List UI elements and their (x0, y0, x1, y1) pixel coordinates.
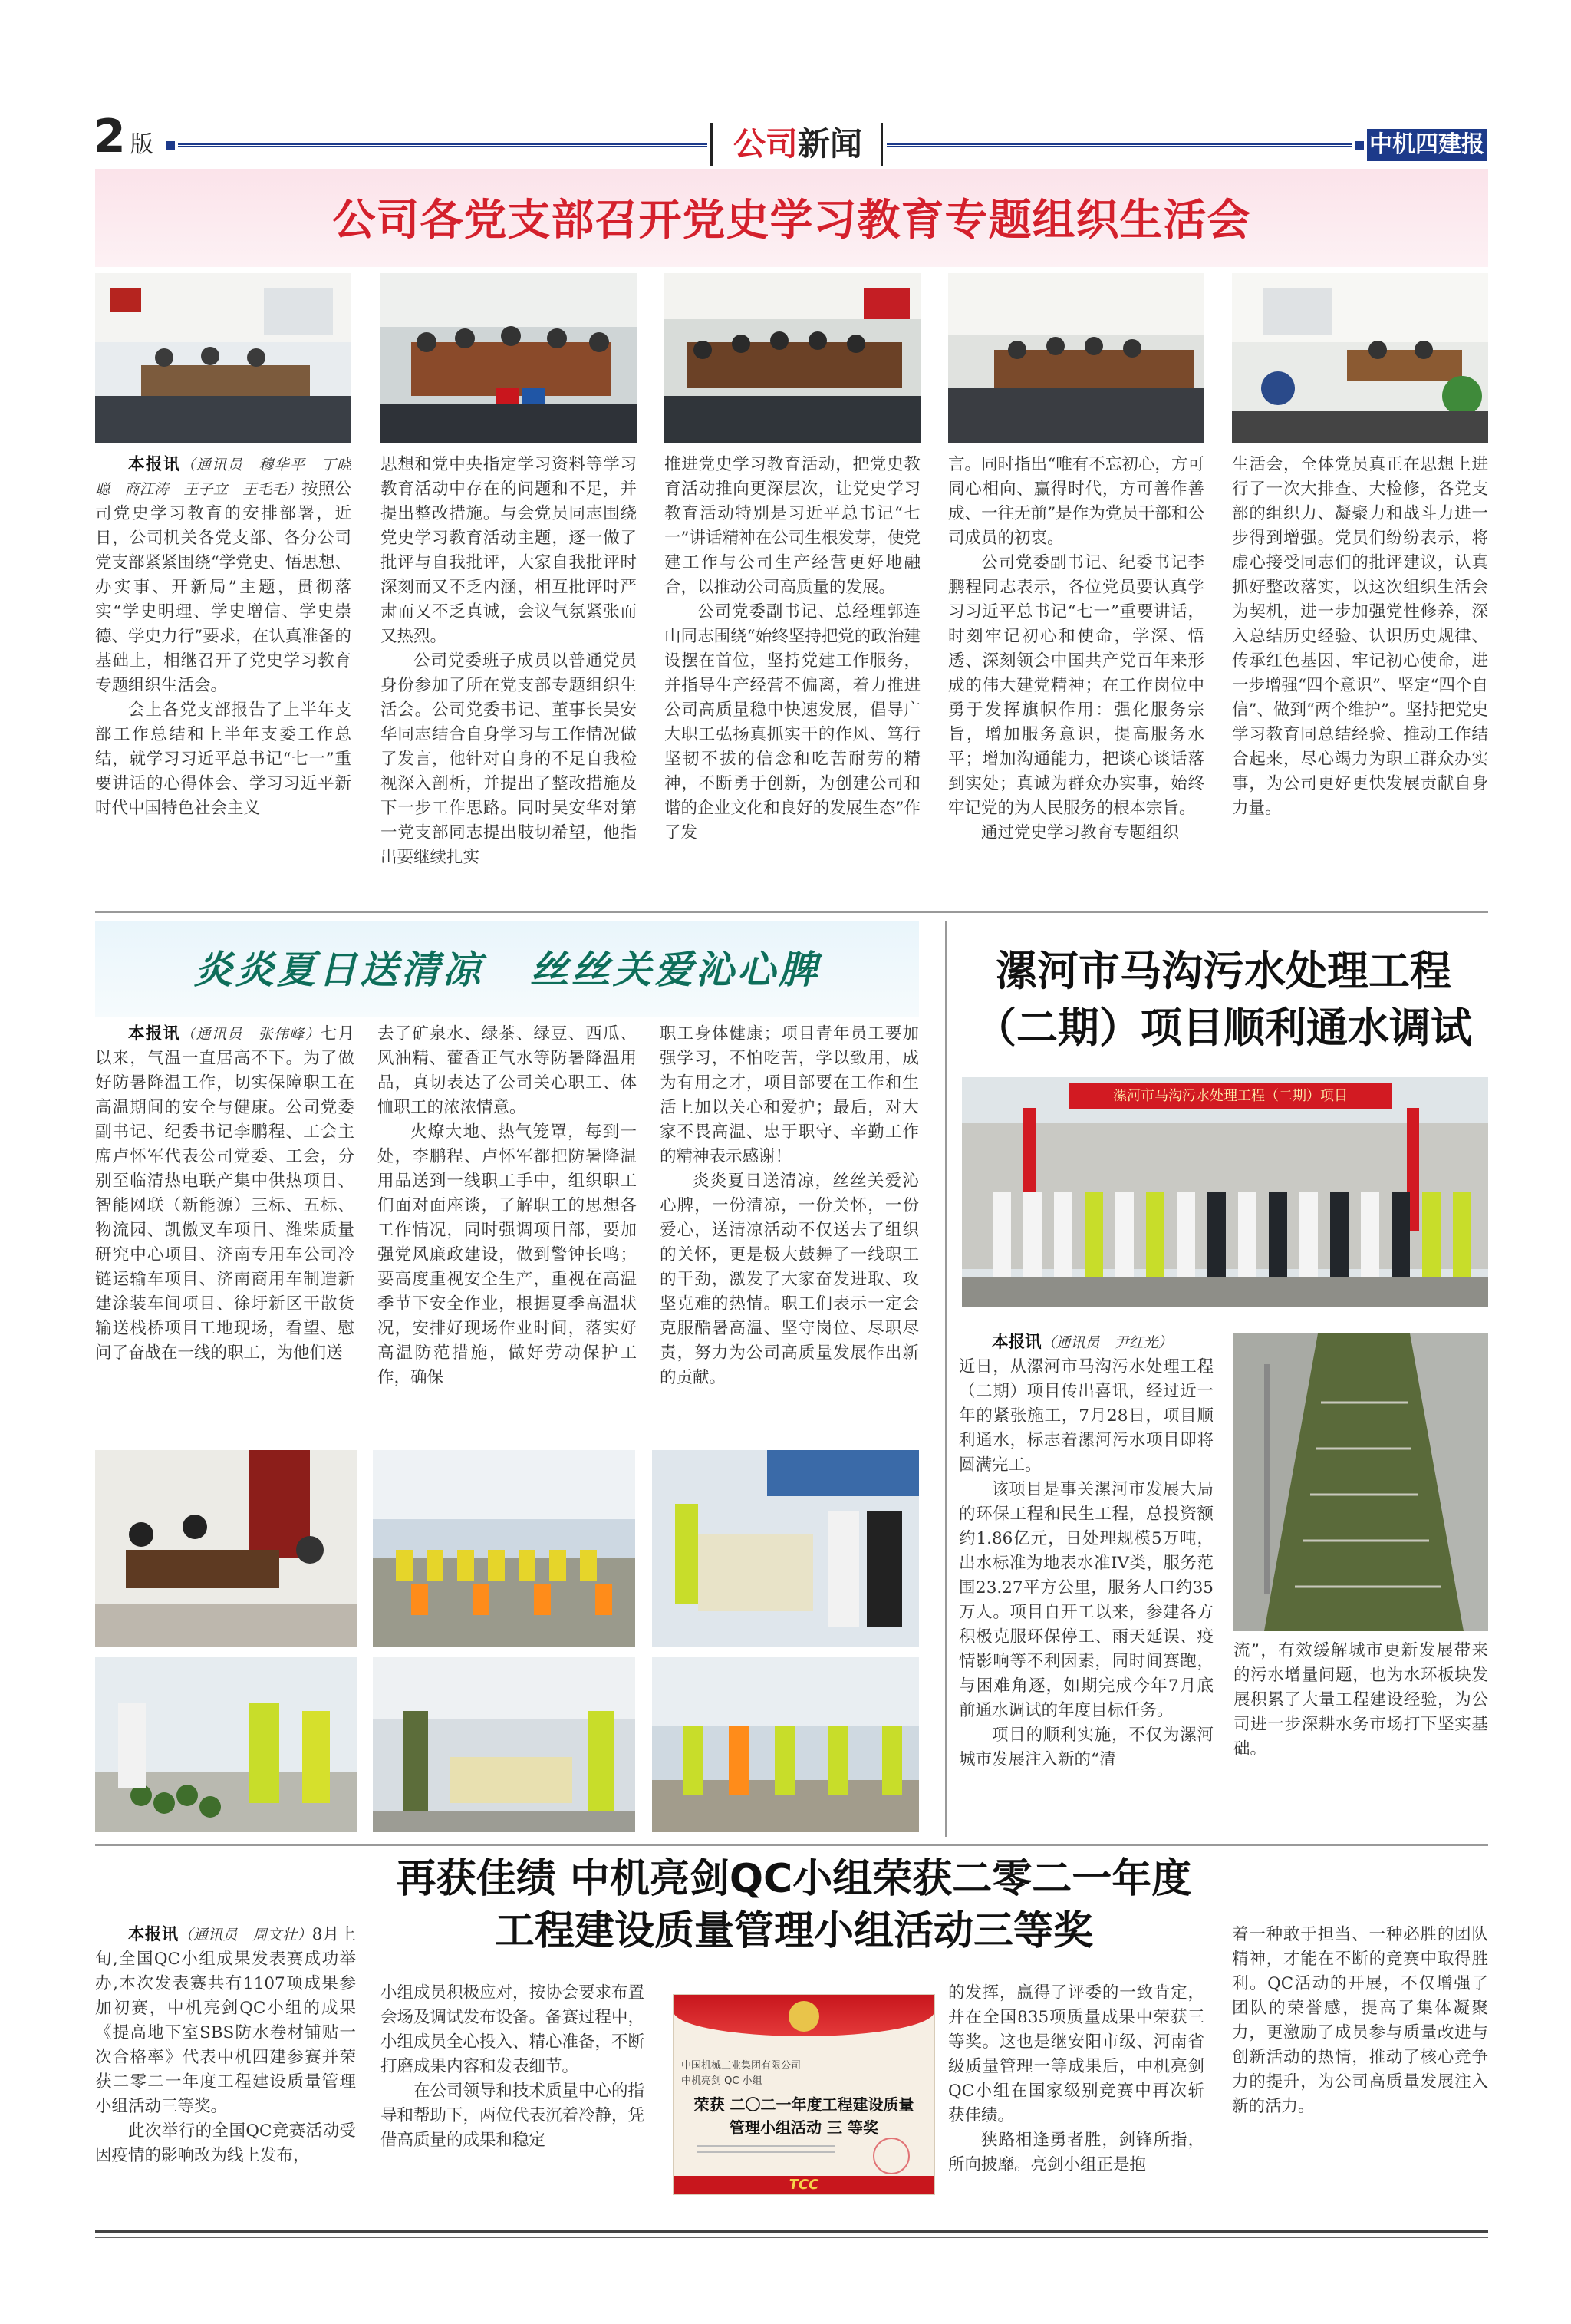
footer-rule-thin (95, 2237, 1488, 2238)
article2-headline-part1: 炎炎夏日送清凉 (194, 947, 484, 992)
article1-photo-3 (664, 273, 921, 443)
article1-photo-4 (948, 273, 1204, 443)
article4-column-4 (1232, 1923, 1488, 2222)
article2-byline-reporters: （通讯员 张伟峰） (180, 1026, 321, 1043)
article1-col2-paragraph-1: 思想和党中央指定学习资料等学习教育活动中存在的问题和不足，并提出整改措施。与会党员同志围绕党史学习教育活动主题，逐一做了批评与自我批评，大家自我批评时深刻而又不乏内涵，相互批评时严肃而又不乏真诚，会议气氛紧张而又热烈。 (380, 455, 637, 646)
footer-rule-thick (95, 2230, 1488, 2233)
section-title-bracket-left (710, 123, 717, 166)
divider-horizontal-2 (95, 1844, 1488, 1846)
article4-col2-paragraph-2: 在公司领导和技术质量中心的指导和帮助下，两位代表沉着冷静，凭借高质量的成果和稳定 (380, 2082, 644, 2150)
article3-paragraph-2: 该项目是事关漯河市发展大局的环保工程和民生工程，总投资额约1.86亿元，日处理规模5万吨，出水标准为地表水准IV类，服务范围23.27平方公里，服务人口约35万人。项目自开工以来，参建各方积极克服环保停工、雨天延误、疫情影响等不利因素，同时间赛跑，与困难角逐，如期完成今年7月底前通水调试的年度目标任务。 (959, 1480, 1214, 1720)
certificate-emblem-icon (789, 2001, 819, 2032)
article2-headline (95, 947, 919, 993)
article4-headline-line2: 工程建设质量管理小组活动三等奖 (494, 1908, 1093, 1954)
masthead-right-square (1355, 141, 1364, 150)
certificate-line-2: 中机亮剑 QC 小组 (681, 2075, 762, 2087)
article4-col3-paragraph-1: 的发挥，赢得了评委的一致肯定，并在全国835项质量成果中荣获三等奖。这也是继安阳市级、河南省级质量管理一等成果后，中机亮剑QC小组在国家级别竞赛中再次斩获佳绩。 (948, 1983, 1204, 2125)
certificate-line-4: 管理小组活动 三 等奖 (730, 2118, 878, 2137)
article2-col1-text-1: 七月以来，气温一直居高不下。为了做好防暑降温工作，切实保障职工在高温期间的安全与健康。公司党委副书记、纪委书记李鹏程、工会主席卢怀军代表公司党委、工会，分别至临清热电联产集中供热项目、智能网联（新能源）三标、五标、物流园、凯傲叉车项目、潍柴质量研究中心项目、济南专用车公司冷链运输车项目、济南商用车制造新建涂装车间项目、徐圩新区干散货输送栈桥项目工地现场，看望、慰问了奋战在一线的职工，为他们送 (95, 1024, 354, 1363)
certificate-seal-icon (873, 2138, 910, 2174)
article2-col3-paragraph-1: 职工身体健康；项目青年员工要加强学习，不怕吃苦，学以致用，成为有用之才，项目部要在工作和生活上加以关心和爱护；最后，对大家不畏高温、忠于职守、辛勤工作的精神表示感谢！ (660, 1024, 919, 1166)
masthead-left-square (166, 141, 175, 150)
masthead-left-line (178, 143, 707, 147)
certificate-line-3: 荣获 二〇二一年度工程建设质量 (693, 2095, 914, 2114)
article1-col2-paragraph-2: 公司党委班子成员以普通党员身份参加了所在党支部专题组织生活会。公司党委书记、董事长吴安华同志结合自身学习与工作情况做了发言，他针对自身的不足自我检视深入剖析，并提出了整改措施及下一步工作思路。同时吴安华对第一党支部同志提出肢切希望，他指出要继续扎实 (380, 651, 637, 867)
page-number-suffix: 版 (130, 131, 153, 158)
masthead-right-line (887, 143, 1352, 147)
article3-column-1 (959, 1330, 1214, 1837)
article4-col1-paragraph-2: 此次举行的全国QC竞赛活动受因疫情的影响改为线上发布， (95, 2121, 356, 2165)
article2-col1-paragraph-1 (95, 1022, 354, 1366)
article2-headline-part2: 丝丝关爱沁心脾 (530, 947, 820, 992)
article4-column-1 (95, 1923, 356, 2222)
article1-column-2 (380, 453, 637, 905)
article2-col3-paragraph-2: 炎炎夏日送清凉，丝丝关爱沁心脾，一份清凉，一份关怀，一份爱心，送清凉活动不仅送去了组织的关怀，更是极大鼓舞了一线职工的干劲，激发了大家奋发进取、攻坚克难的热情。职工们表示一定会克服酷暑高温、坚守岗位、尽职尽责，努力为公司高质量发展作出新的贡献。 (660, 1172, 919, 1387)
article3-photo-team (962, 1077, 1488, 1307)
article1-column-3 (664, 453, 921, 905)
article1-photo-1 (95, 273, 351, 443)
article4-col3-paragraph-2: 狭路相逢勇者胜，剑锋所指，所向披靡。亮剑小组正是抱 (948, 2131, 1204, 2174)
article4-col1-text-1: 8月上旬,全国QC小组成果发表赛成功举办,本次发表赛共有1107项成果参加初赛，中机亮剑QC小组的成果《提高地下室SBS防水卷材铺贴一次合格率》代表中机四建参赛并荣获二零二一年度工程建设质量管理小组活动三等奖。 (95, 1925, 356, 2116)
article3-column-2 (1233, 1639, 1488, 1837)
article4-certificate (674, 1995, 934, 2194)
article2-byline-label: 本报讯 (128, 1024, 181, 1043)
article3-byline-reporters: （通讯员 尹红光） (1041, 1334, 1173, 1351)
certificate-logo: TCC (789, 2177, 819, 2193)
article1-col4-paragraph-2: 公司党委副书记、纪委书记李鹏程同志表示，各位党员要认真学习习近平总书记“七一”重要讲话，时刻牢记初心和使命，学深、悟透、深刻领会中国共产党百年来形成的伟大建党精神；在工作岗位中勇于发挥旗帜作用：强化服务宗旨，增加服务意识，提高服务水平；增加沟通能力，把谈心谈话落到实处；真诚为群众办实事，始终牢记党的为人民服务的根本宗旨。 (948, 553, 1204, 818)
article1-col1-paragraph-2: 会上各党支部报告了上半年支部工作总结和上半年支委工作总结，就学习习近平总书记“七一”重要讲话的心得体会、学习习近平新时代中国特色社会主义 (95, 700, 351, 818)
masthead (0, 0, 1571, 169)
article3-headline-line1: 漯河市马沟污水处理工程 (996, 947, 1451, 995)
section-title-red: 公司 (733, 125, 798, 163)
article2-photo-1 (95, 1450, 357, 1647)
article1-photo-5 (1232, 273, 1488, 443)
article2-photo-6 (652, 1657, 919, 1832)
article2-photo-5 (373, 1657, 635, 1832)
section-title (721, 123, 874, 166)
article1-col4-paragraph-1: 言。同时指出“唯有不忘初心，方可同心相向、赢得时代，方可善作善成、一往无前”是作为党员干部和公司成员的初衷。 (948, 455, 1204, 548)
article2-column-2 (377, 1022, 637, 1436)
certificate-line-1: 中国机械工业集团有限公司 (681, 2060, 802, 2072)
article2-column-3 (660, 1022, 919, 1436)
divider-vertical-1 (945, 921, 947, 1837)
article2-col2-paragraph-1: 去了矿泉水、绿茶、绿豆、西瓜、风油精、藿香正气水等防暑降温用品，真切表达了公司关心职工、体恤职工的浓浓情意。 (377, 1024, 637, 1117)
article1-column-4 (948, 453, 1204, 905)
article1-photo-2 (380, 273, 637, 443)
article1-byline-reporters: （通讯员 穆华平 丁晓聪 商江涛 王子立 王毛毛） (95, 457, 351, 498)
section-title-bracket-right (876, 123, 883, 166)
article3-paragraph-1 (959, 1330, 1214, 1478)
page-number-digit: 2 (94, 110, 126, 163)
article3-paragraph-3: 项目的顺利实施，不仅为漯河城市发展注入新的“清 (959, 1726, 1214, 1769)
article1-column-1 (95, 453, 351, 905)
article4-col1-paragraph-1 (95, 1923, 356, 2119)
article1-col4-paragraph-3: 通过党史学习教育专题组织 (981, 823, 1180, 842)
article1-headline: 公司各党支部召开党史学习教育专题组织生活会 (332, 196, 1251, 246)
section-title-black: 新闻 (798, 125, 863, 163)
paper-name: 中机四建报 (1367, 129, 1487, 161)
article4-headline-line1: 再获佳绩 中机亮剑QC小组荣获二零二一年度 (396, 1856, 1192, 1902)
article2-photo-3 (652, 1450, 919, 1647)
article4-column-2 (380, 1981, 644, 2222)
article4-byline-reporters: （通讯员 周文壮） (178, 1927, 312, 1943)
article1-col1-text-1: 按照公司党史学习教育的安排部署，近日，公司机关各党支部、各分公司党支部紧紧围绕“学党史、悟思想、办实事、开新局”主题，贯彻落实“学史明理、学史增信、学史崇德、学史力行”要求，在认真准备的基础上，相继召开了党史学习教育专题组织生活会。 (95, 480, 351, 695)
article1-col5-paragraph-1: 生活会，全体党员真正在思想上进行了一次大排查、大检修，各党支部的组织力、凝聚力和战斗力进一步得到增强。党员们纷纷表示，将虚心接受同志们的批评建议，认真抓好整改落实，以这次组织生活会为契机，进一步加强党性修养，深入总结历史经验、认识历史规律、传承红色基因、牢记初心使命，进一步增强“四个意识”、坚定“四个自信”、做到“两个维护”。坚持把党史学习教育同总结经验、推动工作结合起来，尽心竭力为职工群众办实事，为公司更好更快发展贡献自身力量。 (1232, 455, 1488, 818)
article1-col1-paragraph-1 (95, 453, 351, 698)
article1-col3-paragraph-1: 推进党史学习教育活动，把党史教育活动推向更深层次，让党史学习教育活动特别是习近平总书记“七一”讲话精神在公司生根发芽，使党建工作与公司生产经营更好地融合，以推动公司高质量的发展。 (664, 455, 921, 597)
page-number (94, 110, 153, 168)
divider-horizontal-1 (95, 911, 1488, 913)
article3-photo-banner-text: 漯河市马沟污水处理工程（二期）项目 (1113, 1088, 1348, 1104)
article1-byline-label: 本报讯 (128, 455, 181, 474)
article4-col2-paragraph-1: 小组成员积极应对，按协会要求布置会场及调试发布设备。备赛过程中，小组成员全心投入、精心准备，不断打磨成果内容和发表细节。 (380, 1983, 644, 2076)
article3-headline-line2: （二期）项目顺利通水调试 (975, 1004, 1472, 1052)
article4-column-3 (948, 1981, 1204, 2222)
article2-photo-2 (373, 1450, 635, 1647)
article4-byline-label: 本报讯 (128, 1925, 179, 1944)
article3-photo-channel (1233, 1333, 1488, 1631)
certificate-fine-print (697, 2145, 835, 2153)
article2-col2-paragraph-2: 火燎大地、热气笼罩，每到一处，李鹏程、卢怀军都把防暑降温用品送到一线职工手中，组织职工们面对面座谈，了解职工的思想各工作情况，同时强调项目部，要加强党风廉政建设，做到警钟长鸣；要高度重视安全生产，重视在高温季节下安全作业，根据夏季高温状况，安排好现场作业时间，落实好高温防范措施，做好劳动保护工作，确保 (377, 1122, 637, 1387)
article3-paragraph-1-text: 近日，从漯河市马沟污水处理工程（二期）项目传出喜讯，经过近一年的紧张施工，7月28日，项目顺利通水，标志着漯河污水项目即将圆满完工。 (959, 1357, 1214, 1475)
article1-column-5 (1232, 453, 1488, 905)
article2-photo-4 (95, 1657, 357, 1832)
article1-col3-paragraph-2: 公司党委副书记、总经理郭连山同志围绕“始终坚持把党的政治建设摆在首位，坚持党建工作服务，并指导生产经营不偏离，着力推进公司高质量稳中快速发展，倡导广大职工弘扬真抓实干的作风、笃行坚韧不拔的信念和吃苦耐劳的精神，不断勇于创新，为创建公司和谐的企业文化和良好的发展生态”作了发 (664, 602, 921, 842)
article2-column-1 (95, 1022, 354, 1436)
article3-paragraph-4: 流”，有效缓解城市更新发展带来的污水增量问题，也为水环板块发展积累了大量工程建设经验，为公司进一步深耕水务市场打下坚实基础。 (1233, 1641, 1488, 1759)
article4-col4-paragraph-1: 着一种敢于担当、一种必胜的团队精神，才能在不断的竞赛中取得胜利。QC活动的开展，不仅增强了团队的荣誉感，提高了集体凝聚力，更激励了成员参与质量改进与创新活动的热情，推动了核心竞争力的提升，为公司高质量发展注入新的活力。 (1232, 1925, 1488, 2116)
article3-byline-label: 本报讯 (992, 1333, 1042, 1352)
